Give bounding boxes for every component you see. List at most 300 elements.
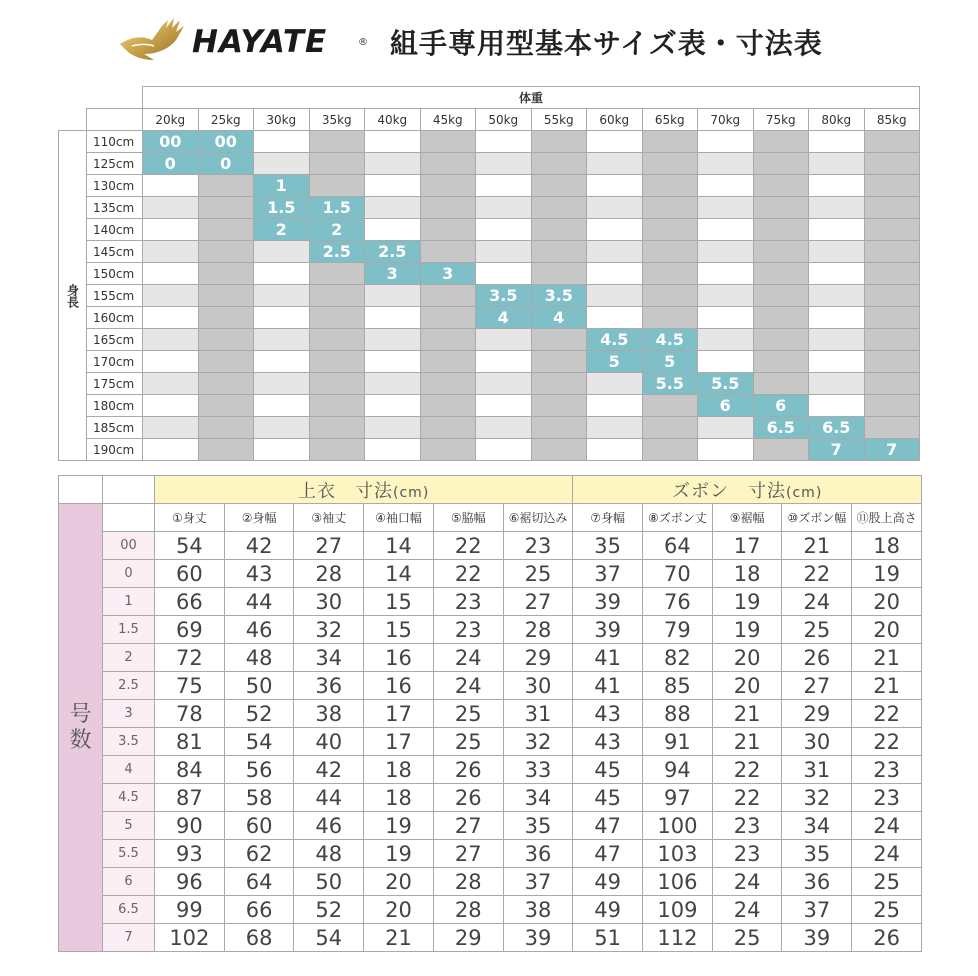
corner-cell: [59, 476, 103, 504]
dimension-value: 112: [643, 924, 713, 952]
height-row: [59, 241, 920, 263]
size-cell-highlighted: 2.5: [365, 241, 421, 263]
dimension-value: 46: [294, 812, 364, 840]
size-cell-highlighted: 5: [642, 351, 698, 373]
dimension-value: 19: [364, 840, 434, 868]
size-cell: [198, 417, 254, 439]
size-cell-highlighted: 1.5: [254, 197, 310, 219]
dimension-value: 41: [573, 644, 643, 672]
dimension-value: 49: [573, 868, 643, 896]
weight-label: 70kg: [698, 109, 754, 131]
size-cell: [254, 307, 310, 329]
dimension-value: 24: [782, 588, 852, 616]
dimension-row: [59, 672, 922, 700]
dimension-value: 34: [782, 812, 852, 840]
size-cell: [531, 197, 587, 219]
dimension-value: 24: [852, 840, 922, 868]
size-cell: [753, 351, 809, 373]
dimension-value: 46: [224, 616, 294, 644]
height-row: [59, 395, 920, 417]
size-number: 1: [103, 588, 155, 616]
size-cell: [254, 241, 310, 263]
size-cell: [753, 219, 809, 241]
size-cell: [476, 417, 532, 439]
top-section-unit: (cm): [393, 484, 430, 501]
size-cell: [698, 351, 754, 373]
corner-cell: [103, 476, 155, 504]
size-cell: [309, 329, 365, 351]
height-label: 130cm: [87, 175, 143, 197]
size-cell: [309, 307, 365, 329]
size-number: 6: [103, 868, 155, 896]
dimension-value: 36: [294, 672, 364, 700]
column-header: ⑥裾切込み: [503, 504, 573, 532]
dimension-value: 26: [433, 756, 503, 784]
corner-cell: [87, 109, 143, 131]
dimension-value: 28: [503, 616, 573, 644]
dimension-value: 28: [294, 560, 364, 588]
size-cell: [254, 351, 310, 373]
size-cell: [587, 153, 643, 175]
size-cell: [476, 153, 532, 175]
size-cell-highlighted: 2: [309, 219, 365, 241]
dimension-value: 17: [364, 728, 434, 756]
size-cell: [365, 153, 421, 175]
dimension-value: 34: [294, 644, 364, 672]
dimension-value: 24: [852, 812, 922, 840]
size-cell: [365, 219, 421, 241]
size-number: 4: [103, 756, 155, 784]
size-cell: [143, 307, 199, 329]
size-cell: [254, 153, 310, 175]
size-cell: [753, 241, 809, 263]
size-cell: [698, 329, 754, 351]
size-cell: [309, 395, 365, 417]
size-cell-highlighted: 4: [531, 307, 587, 329]
dimension-value: 15: [364, 588, 434, 616]
size-cell-highlighted: 1.5: [309, 197, 365, 219]
dimension-row: [59, 868, 922, 896]
size-cell: [809, 395, 865, 417]
size-cell-highlighted: 1: [254, 175, 310, 197]
dimension-value: 24: [433, 672, 503, 700]
size-cell-highlighted: 3: [420, 263, 476, 285]
size-cell: [309, 153, 365, 175]
dimension-value: 21: [782, 532, 852, 560]
dimension-row: [59, 588, 922, 616]
section-header-row: [59, 476, 922, 504]
dimension-value: 38: [294, 700, 364, 728]
dimension-value: 51: [573, 924, 643, 952]
dimension-value: 23: [433, 588, 503, 616]
weight-header-row: [59, 87, 920, 109]
size-cell: [143, 395, 199, 417]
height-label: 110cm: [87, 131, 143, 153]
height-row: [59, 219, 920, 241]
size-cell: [698, 175, 754, 197]
size-cell: [587, 439, 643, 461]
weight-label: 20kg: [143, 109, 199, 131]
size-cell: [365, 197, 421, 219]
size-cell: [587, 197, 643, 219]
size-cell: [309, 131, 365, 153]
size-cell: [254, 263, 310, 285]
dimension-value: 37: [573, 560, 643, 588]
dimension-value: 27: [433, 840, 503, 868]
dimension-value: 23: [712, 812, 782, 840]
dimension-value: 30: [782, 728, 852, 756]
dimension-value: 42: [224, 532, 294, 560]
size-cell: [864, 373, 920, 395]
weight-values-row: [59, 109, 920, 131]
size-cell: [753, 285, 809, 307]
size-cell: [254, 329, 310, 351]
size-cell: [531, 131, 587, 153]
size-cell: [642, 175, 698, 197]
size-cell: [143, 285, 199, 307]
size-cell: [254, 373, 310, 395]
dimension-value: 23: [433, 616, 503, 644]
dimension-value: 18: [852, 532, 922, 560]
size-cell: [753, 175, 809, 197]
dimension-value: 19: [712, 616, 782, 644]
dimension-value: 64: [643, 532, 713, 560]
dimension-value: 54: [294, 924, 364, 952]
dimension-value: 94: [643, 756, 713, 784]
height-label: 160cm: [87, 307, 143, 329]
dimension-value: 25: [433, 728, 503, 756]
size-cell-highlighted: 00: [143, 131, 199, 153]
dimension-value: 25: [503, 560, 573, 588]
size-cell: [420, 351, 476, 373]
height-label: 150cm: [87, 263, 143, 285]
weight-label: 45kg: [420, 109, 476, 131]
size-cell: [420, 373, 476, 395]
bottom-section-header: [573, 476, 922, 504]
dimension-value: 79: [643, 616, 713, 644]
dimension-value: 21: [712, 728, 782, 756]
size-cell: [642, 131, 698, 153]
dimension-value: 33: [503, 756, 573, 784]
dimension-value: 27: [782, 672, 852, 700]
size-cell: [420, 197, 476, 219]
height-row: [59, 197, 920, 219]
dimension-value: 23: [503, 532, 573, 560]
height-label: 155cm: [87, 285, 143, 307]
size-cell: [420, 439, 476, 461]
dimension-value: 52: [294, 896, 364, 924]
dimension-row: [59, 896, 922, 924]
height-row: [59, 153, 920, 175]
size-number: 3: [103, 700, 155, 728]
size-cell: [309, 285, 365, 307]
weight-label: 85kg: [864, 109, 920, 131]
size-cell: [365, 307, 421, 329]
height-label: 125cm: [87, 153, 143, 175]
size-cell: [809, 329, 865, 351]
size-cell-highlighted: 4.5: [642, 329, 698, 351]
dimension-table: [58, 475, 922, 952]
dimension-value: 45: [573, 756, 643, 784]
dimension-value: 70: [643, 560, 713, 588]
height-label: 165cm: [87, 329, 143, 351]
dimension-value: 81: [155, 728, 225, 756]
size-number: 3.5: [103, 728, 155, 756]
size-cell: [809, 307, 865, 329]
dimension-value: 17: [364, 700, 434, 728]
dimension-value: 23: [712, 840, 782, 868]
size-cell: [809, 241, 865, 263]
size-cell: [809, 373, 865, 395]
dimension-value: 21: [852, 644, 922, 672]
size-number-label: 号数: [69, 701, 92, 753]
size-cell: [143, 197, 199, 219]
dimension-value: 82: [643, 644, 713, 672]
size-cell: [476, 439, 532, 461]
dimension-value: 64: [224, 868, 294, 896]
dimension-row: [59, 756, 922, 784]
height-row: [59, 373, 920, 395]
dimension-value: 20: [364, 896, 434, 924]
size-cell-highlighted: 5: [587, 351, 643, 373]
dimension-value: 100: [643, 812, 713, 840]
size-cell: [809, 219, 865, 241]
dimension-value: 27: [433, 812, 503, 840]
size-cell: [476, 395, 532, 417]
size-cell: [587, 175, 643, 197]
dimension-value: 38: [503, 896, 573, 924]
dimension-value: 56: [224, 756, 294, 784]
dimension-value: 72: [155, 644, 225, 672]
dimension-value: 34: [503, 784, 573, 812]
dimension-value: 52: [224, 700, 294, 728]
dimension-value: 14: [364, 560, 434, 588]
size-cell: [698, 153, 754, 175]
size-cell-highlighted: 00: [198, 131, 254, 153]
dimension-value: 16: [364, 672, 434, 700]
size-cell: [753, 439, 809, 461]
size-cell: [420, 241, 476, 263]
height-header: 身長: [59, 131, 87, 461]
dimension-value: 23: [852, 756, 922, 784]
height-row: [59, 175, 920, 197]
size-cell: [864, 351, 920, 373]
size-cell-highlighted: 3: [365, 263, 421, 285]
dimension-value: 60: [224, 812, 294, 840]
dimension-value: 31: [503, 700, 573, 728]
size-cell: [143, 175, 199, 197]
size-cell: [698, 285, 754, 307]
dimension-value: 16: [364, 644, 434, 672]
dimension-value: 22: [712, 784, 782, 812]
dimension-value: 60: [155, 560, 225, 588]
dimension-value: 22: [852, 728, 922, 756]
size-cell: [531, 241, 587, 263]
weight-label: 75kg: [753, 109, 809, 131]
dimension-value: 32: [782, 784, 852, 812]
dimension-value: 30: [294, 588, 364, 616]
dimension-value: 21: [852, 672, 922, 700]
dimension-value: 39: [573, 588, 643, 616]
size-cell: [809, 153, 865, 175]
registered-mark: ®: [358, 37, 368, 48]
corner-cell: [59, 87, 143, 109]
dimension-value: 62: [224, 840, 294, 868]
size-cell: [864, 197, 920, 219]
size-cell: [642, 439, 698, 461]
column-header: ⑦身幅: [573, 504, 643, 532]
dimension-row: [59, 532, 922, 560]
size-cell: [476, 373, 532, 395]
size-cell: [587, 219, 643, 241]
size-cell: [809, 263, 865, 285]
size-cell: [531, 439, 587, 461]
size-cell: [365, 395, 421, 417]
dimension-value: 39: [782, 924, 852, 952]
dimension-value: 43: [224, 560, 294, 588]
size-cell: [254, 439, 310, 461]
height-label: 135cm: [87, 197, 143, 219]
height-row: [59, 285, 920, 307]
dimension-value: 26: [433, 784, 503, 812]
size-cell: [753, 153, 809, 175]
dimension-value: 19: [364, 812, 434, 840]
dimension-row: [59, 728, 922, 756]
size-cell: [198, 197, 254, 219]
size-cell-highlighted: 4: [476, 307, 532, 329]
dimension-value: 21: [712, 700, 782, 728]
dimension-row: [59, 644, 922, 672]
weight-label: 65kg: [642, 109, 698, 131]
size-cell: [365, 285, 421, 307]
dimension-value: 93: [155, 840, 225, 868]
size-cell: [476, 219, 532, 241]
column-header: ⑧ズボン丈: [643, 504, 713, 532]
size-cell: [420, 307, 476, 329]
dimension-value: 66: [155, 588, 225, 616]
height-label: 140cm: [87, 219, 143, 241]
size-cell: [143, 373, 199, 395]
dimension-value: 25: [712, 924, 782, 952]
dimension-value: 87: [155, 784, 225, 812]
dimension-value: 19: [712, 588, 782, 616]
dimension-value: 19: [852, 560, 922, 588]
dimension-value: 14: [364, 532, 434, 560]
column-header: ①身丈: [155, 504, 225, 532]
size-cell: [420, 329, 476, 351]
size-cell: [642, 153, 698, 175]
size-cell: [864, 307, 920, 329]
size-cell: [642, 395, 698, 417]
height-label: 145cm: [87, 241, 143, 263]
dimension-row: [59, 700, 922, 728]
size-cell: [143, 329, 199, 351]
dimension-value: 22: [782, 560, 852, 588]
size-cell: [143, 351, 199, 373]
dimension-value: 30: [503, 672, 573, 700]
dimension-row: [59, 812, 922, 840]
dimension-value: 69: [155, 616, 225, 644]
size-cell: [698, 417, 754, 439]
size-cell: [698, 439, 754, 461]
size-cell: [198, 285, 254, 307]
size-cell: [864, 395, 920, 417]
dimension-value: 50: [294, 868, 364, 896]
dimension-value: 24: [712, 896, 782, 924]
size-cell: [476, 263, 532, 285]
dimension-value: 43: [573, 728, 643, 756]
dimension-value: 29: [433, 924, 503, 952]
dimension-value: 103: [643, 840, 713, 868]
dimension-value: 25: [782, 616, 852, 644]
size-cell: [309, 439, 365, 461]
size-cell: [365, 439, 421, 461]
weight-label: 80kg: [809, 109, 865, 131]
size-cell: [587, 395, 643, 417]
dimension-value: 45: [573, 784, 643, 812]
size-cell: [198, 351, 254, 373]
dimension-value: 109: [643, 896, 713, 924]
dimension-row: [59, 840, 922, 868]
dimension-value: 26: [782, 644, 852, 672]
column-header: ⑪股上高さ: [852, 504, 922, 532]
brand-name: HAYATE: [192, 24, 328, 60]
size-cell: [198, 439, 254, 461]
size-cell: [254, 417, 310, 439]
height-row: [59, 329, 920, 351]
dimension-value: 76: [643, 588, 713, 616]
size-number: 5: [103, 812, 155, 840]
size-cell: [698, 263, 754, 285]
size-cell: [864, 417, 920, 439]
size-cell: [864, 175, 920, 197]
dimension-value: 47: [573, 812, 643, 840]
size-cell: [420, 131, 476, 153]
weight-label: 40kg: [365, 109, 421, 131]
dimension-value: 20: [712, 672, 782, 700]
size-cell: [254, 285, 310, 307]
dimension-value: 99: [155, 896, 225, 924]
size-cell-highlighted: 6.5: [753, 417, 809, 439]
height-row: [59, 351, 920, 373]
size-cell: [753, 197, 809, 219]
size-cell: [365, 417, 421, 439]
size-cell: [642, 263, 698, 285]
dimension-value: 35: [782, 840, 852, 868]
size-cell: [642, 417, 698, 439]
dimension-value: 20: [364, 868, 434, 896]
dimension-value: 44: [224, 588, 294, 616]
size-cell: [531, 263, 587, 285]
dimension-value: 25: [433, 700, 503, 728]
dimension-value: 37: [503, 868, 573, 896]
dimension-value: 24: [433, 644, 503, 672]
size-cell: [143, 263, 199, 285]
size-cell: [309, 263, 365, 285]
bottom-section-title: ズボン 寸法: [672, 480, 787, 502]
size-cell: [809, 351, 865, 373]
dimension-row: [59, 784, 922, 812]
dimension-value: 102: [155, 924, 225, 952]
size-cell: [809, 131, 865, 153]
size-cell: [587, 307, 643, 329]
dimension-value: 91: [643, 728, 713, 756]
dimension-value: 35: [573, 532, 643, 560]
size-cell: [420, 285, 476, 307]
dimension-value: 35: [503, 812, 573, 840]
height-label: 190cm: [87, 439, 143, 461]
size-cell: [476, 351, 532, 373]
